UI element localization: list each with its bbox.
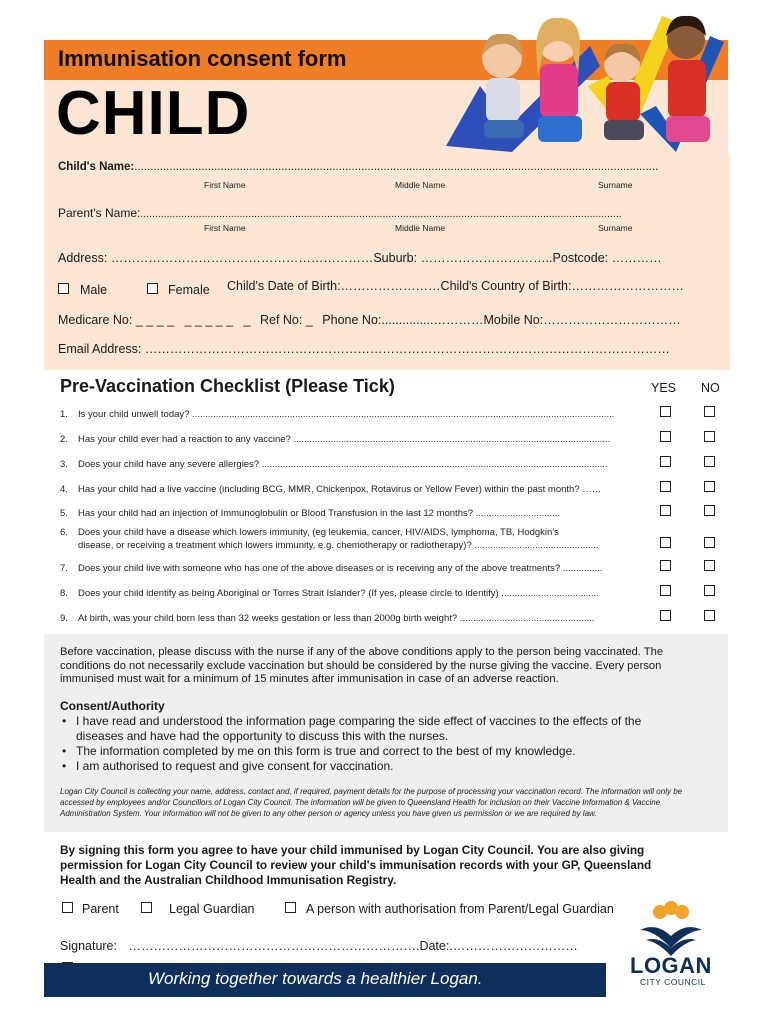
consent-bullet-1: • I have read and understood the information page comparing the side effect of vaccines to the effects of the: [62, 714, 642, 728]
advice-line: Before vaccination, please discuss with the nurse if any of the above conditions apply to the person being vaccinated. The: [60, 646, 664, 658]
question-number: 1.: [60, 409, 68, 420]
authorised-person-checkbox[interactable]: [285, 902, 296, 913]
question-1: [60, 409, 614, 420]
phone-field[interactable]: ...............…………: [381, 313, 484, 327]
surname-caption: Surname: [598, 180, 633, 190]
privacy-line: accessed by employees and/or Councillors of Logan City Council. The information will be given to Queensland Health for inclusion on their Vaccine Information & Vaccine: [60, 798, 661, 807]
question-text: Has your child ever had a reaction to any vaccine? ........................................................................................................................: [78, 434, 611, 445]
q3-yes-checkbox[interactable]: [660, 456, 671, 467]
signature-field[interactable]: …………………………………………………………….: [128, 939, 420, 953]
q6-yes-checkbox[interactable]: [660, 537, 671, 548]
question-text: Does your child identify as being Aboriginal or Torres Strait Islander? (If yes, please circle to identify) .....................................: [78, 588, 599, 599]
q7-yes-checkbox[interactable]: [660, 560, 671, 571]
country-label: Child's Country of Birth:: [440, 279, 572, 293]
question-number: 4.: [60, 484, 68, 495]
statement-line: Health and the Australian Childhood Immunisation Registry.: [60, 873, 397, 887]
q8-no-checkbox[interactable]: [704, 585, 715, 596]
child-title: CHILD: [56, 79, 251, 148]
female-checkbox[interactable]: [147, 283, 158, 294]
suburb-field[interactable]: …………………………..: [420, 251, 553, 265]
question-9: [60, 613, 594, 624]
q1-yes-checkbox[interactable]: [660, 406, 671, 417]
parent-first-name-caption: First Name: [204, 223, 246, 233]
email-row: [58, 342, 670, 356]
email-field[interactable]: ………………………………………………………………………………………………………………: [144, 342, 670, 356]
parent-name-label: Parent's Name:: [58, 206, 141, 220]
bullet-text: The information completed by me on this form is true and correct to the best of my knowledge.: [76, 744, 576, 758]
question-text: Does your child have any severe allergies? ...................................................................................................................................: [78, 459, 608, 470]
signature-row: [60, 939, 578, 953]
q9-yes-checkbox[interactable]: [660, 610, 671, 621]
legal-guardian-checkbox[interactable]: [141, 902, 152, 913]
question-5: [60, 508, 560, 519]
consent-heading: Consent/Authority: [60, 699, 165, 713]
children-illustration: [440, 6, 730, 152]
question-number: 5.: [60, 508, 68, 519]
address-field[interactable]: ………………………………………………………: [110, 251, 374, 265]
question-7: [60, 563, 602, 574]
q9-no-checkbox[interactable]: [704, 610, 715, 621]
first-name-caption: First Name: [204, 180, 246, 190]
question-number: 2.: [60, 434, 68, 445]
privacy-line: Administration System. Your information will not be given to any other person or agency unless you have given us permission or we are required by law.: [60, 809, 597, 818]
advice-paragraph: [60, 646, 720, 687]
q4-no-checkbox[interactable]: [704, 481, 715, 492]
authorised-person-label: A person with authorisation from Parent/Legal Guardian: [306, 902, 614, 916]
q5-no-checkbox[interactable]: [704, 505, 715, 516]
signing-statement: [60, 843, 651, 888]
date-field[interactable]: .…………………………: [449, 939, 578, 953]
dob-field[interactable]: ……………………: [340, 279, 441, 293]
mobile-field[interactable]: ……………………………: [543, 313, 681, 327]
question-3: [60, 459, 608, 470]
child-name-field[interactable]: [58, 161, 658, 173]
parent-name-field[interactable]: [58, 206, 622, 220]
phone-label: Phone No:: [322, 313, 382, 327]
female-label: Female: [168, 283, 210, 297]
q2-no-checkbox[interactable]: [704, 431, 715, 442]
mobile-label: Mobile No:: [483, 313, 544, 327]
question-text: Has your child had an injection of Immunoglobulin or Blood Transfusion in the last 12 months? ................................: [78, 508, 561, 519]
question-text: Is your child unwell today? ................................................................................................................................................................: [78, 409, 615, 420]
parent-label: Parent: [82, 902, 119, 916]
parent-name-dots: .....................................................................................................................................................................: [140, 208, 622, 220]
no-header: NO: [701, 381, 720, 395]
q3-no-checkbox[interactable]: [704, 456, 715, 467]
slogan: Working together towards a healthier Logan.: [148, 969, 483, 988]
country-field[interactable]: ………………………: [571, 279, 684, 293]
question-number: 6.: [60, 527, 68, 538]
q2-yes-checkbox[interactable]: [660, 431, 671, 442]
logo-wordmark: LOGAN: [630, 953, 712, 978]
question-text: Does your child have a disease which lowers immunity, (eg leukemia, cancer, HIV/AIDS, lymphoma, TB, Hodgkin's: [78, 527, 559, 538]
legal-guardian-label: Legal Guardian: [169, 902, 255, 916]
postcode-field[interactable]: …………: [611, 251, 662, 265]
parent-middle-name-caption: Middle Name: [395, 223, 446, 233]
question-text: Has your child had a live vaccine (including BCG, MMR, Chickenpox, Rotavirus or Yellow Fever) within the past month? ……: [78, 484, 602, 495]
consent-bullet-1-continued: diseases and have had the opportunity to discuss this with the nurses.: [76, 729, 449, 743]
question-2: [60, 434, 610, 445]
medicare-label: Medicare No:: [58, 313, 133, 327]
q6-no-checkbox[interactable]: [704, 537, 715, 548]
form-title: Immunisation consent form: [58, 46, 347, 71]
checklist-title: Pre-Vaccination Checklist (Please Tick): [60, 376, 395, 396]
signature-label: Signature:: [60, 939, 117, 953]
q8-yes-checkbox[interactable]: [660, 585, 671, 596]
question-6-continued: disease, or receiving a treatment which lowers immunity, e.g. chemotherapy or radiotherapy)? ...............................................: [78, 540, 599, 551]
question-number: 7.: [60, 563, 68, 574]
logo-subtitle: CITY COUNCIL: [640, 977, 706, 987]
question-8: [60, 588, 599, 599]
question-6: [60, 527, 559, 538]
consent-bullet-3: • I am authorised to request and give consent for vaccination.: [62, 759, 394, 773]
advice-line: immunised must wait for a minimum of 15 minutes after immunisation in case of an adverse reaction.: [60, 673, 559, 685]
medicare-field[interactable]: _ _ _ _ _ _ _ _ _ _: [135, 313, 251, 327]
parent-surname-caption: Surname: [598, 223, 633, 233]
privacy-line: Logan City Council is collecting your name, address, contact and, if required, payment details for the purpose of processing your vaccination record. The information will only be: [60, 787, 683, 796]
middle-name-caption: Middle Name: [395, 180, 446, 190]
q7-no-checkbox[interactable]: [704, 560, 715, 571]
yes-header: YES: [651, 381, 677, 395]
bullet-text: I am authorised to request and give consent for vaccination.: [76, 759, 394, 773]
question-number: 3.: [60, 459, 68, 470]
question-4: [60, 484, 601, 495]
child-name-label: Child's Name:: [58, 161, 135, 173]
suburb-label: Suburb:: [373, 251, 418, 265]
address-label: Address:: [58, 251, 108, 265]
male-label: Male: [80, 283, 108, 297]
medicare-row: [58, 313, 681, 327]
logan-logo-icon: [636, 900, 706, 956]
q1-no-checkbox[interactable]: [704, 406, 715, 417]
ref-field[interactable]: _: [305, 313, 313, 327]
postcode-label: Postcode:: [552, 251, 609, 265]
address-row: [58, 251, 662, 265]
question-number: 8.: [60, 588, 68, 599]
male-checkbox[interactable]: [58, 283, 69, 294]
privacy-notice: [60, 786, 724, 819]
dob-label: Child's Date of Birth:: [227, 279, 341, 293]
bullet-text: I have read and understood the information page comparing the side effect of vaccines to the effects of the: [76, 714, 642, 728]
statement-line: By signing this form you agree to have your child immunised by Logan City Council. You are also giving: [60, 843, 645, 857]
q4-yes-checkbox[interactable]: [660, 481, 671, 492]
dob-row: [227, 279, 684, 293]
parent-checkbox[interactable]: [62, 902, 73, 913]
statement-line: permission for Logan City Council to review your child's immunisation records with your GP, Queensland: [60, 858, 652, 872]
question-number: 9.: [60, 613, 68, 624]
advice-line: conditions do not necessarily exclude vaccination but should be considered by the nurse giving the vaccine. Every person: [60, 659, 662, 672]
ref-label: Ref No:: [259, 313, 303, 327]
date-label: Date:: [419, 939, 450, 953]
consent-bullet-2: • The information completed by me on this form is true and correct to the best of my knowledge.: [62, 744, 576, 758]
email-label: Email Address:: [58, 342, 142, 356]
child-name-dots: ....................................................................................................................................................................: [134, 161, 659, 173]
question-text: At birth, was your child born less than 32 weeks gestation or less than 2000g birth weight? ...................................................: [78, 613, 595, 624]
question-text: Does your child live with someone who has one of the above diseases or is receiving any of the above treatments? ...............: [78, 563, 603, 574]
q5-yes-checkbox[interactable]: [660, 505, 671, 516]
